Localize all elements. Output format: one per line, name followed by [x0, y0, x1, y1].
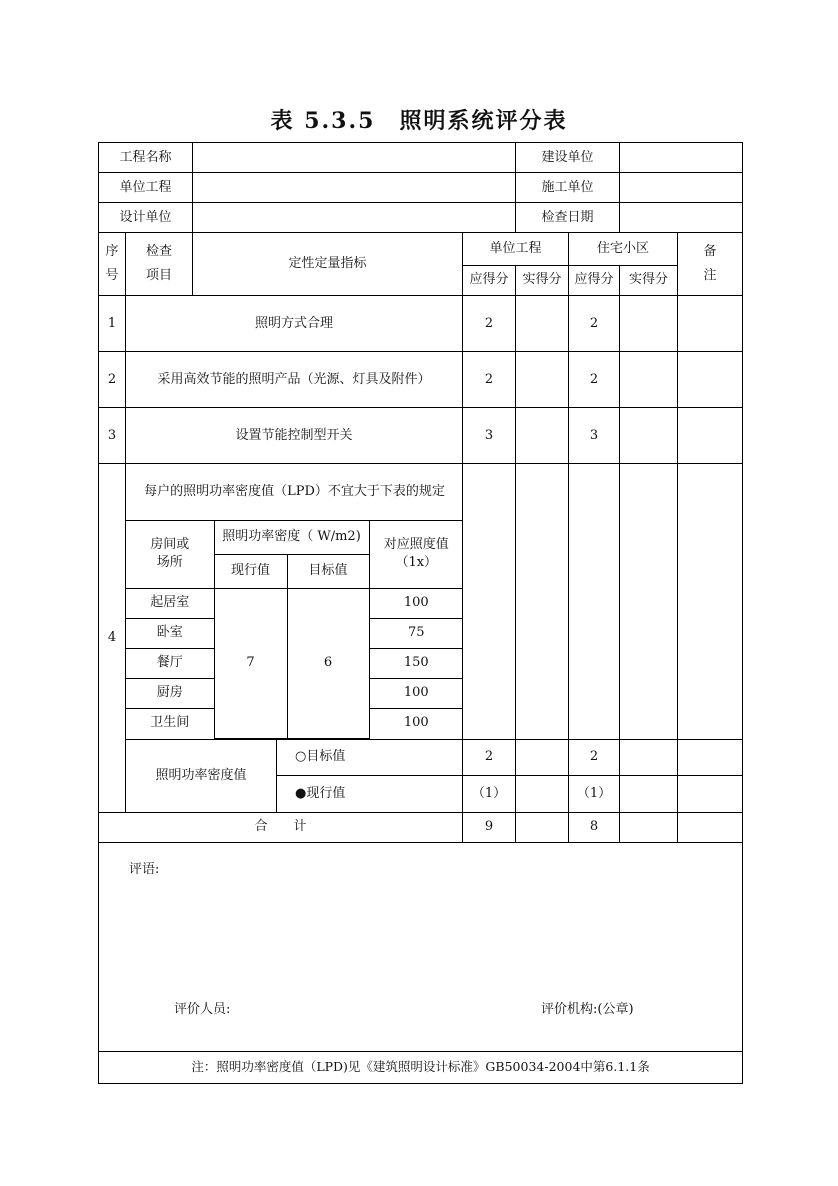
res-should-header: 应得分: [569, 265, 620, 295]
row-seq: 3: [99, 408, 126, 464]
design-unit-value[interactable]: [193, 203, 516, 233]
build-unit-value[interactable]: [620, 143, 743, 173]
total-row: [99, 812, 743, 842]
row-seq: 2: [99, 352, 126, 408]
res-actual-header: 实得分: [620, 265, 678, 295]
lpd-score-cell: [126, 739, 463, 812]
row-res-actual[interactable]: [620, 296, 678, 352]
target-res-should: 2: [569, 739, 620, 776]
current-value: 7: [214, 588, 287, 738]
current-option[interactable]: ●现行值: [277, 776, 463, 812]
target-unit-actual[interactable]: [516, 739, 569, 776]
lpd-remark[interactable]: [678, 464, 743, 740]
room-name: 厨房: [126, 678, 214, 708]
target-res-actual[interactable]: [620, 739, 678, 776]
item-indicator-header: [126, 233, 463, 296]
unit-actual-header: 实得分: [516, 265, 569, 295]
room-label: 房间或 场所: [126, 520, 214, 588]
lux-label: 对应照度值 （1x）: [369, 520, 463, 588]
comment-label: 评语:: [129, 861, 160, 877]
project-name-value[interactable]: [193, 143, 516, 173]
org-label: 评价机构:(公章): [541, 1001, 634, 1017]
lpd-heading: 每户的照明功率密度值（LPD）不宜大于下表的规定: [126, 464, 463, 520]
table-row: [99, 352, 743, 408]
lpd-unit-actual[interactable]: [516, 464, 569, 740]
current-label: 现行值: [214, 554, 287, 588]
note-row: [99, 1051, 743, 1083]
lpd-unit-should: [463, 464, 516, 740]
unit-should-header: 应得分: [463, 265, 516, 295]
row-unit-should: 2: [463, 296, 516, 352]
target-unit-should: 2: [463, 739, 516, 776]
row-seq: 1: [99, 296, 126, 352]
scoring-body: [98, 232, 743, 1084]
row-unit-should: 2: [463, 352, 516, 408]
total-unit-actual[interactable]: [516, 812, 569, 842]
room-lux: 100: [369, 678, 463, 708]
lpd-standard-cell: [126, 464, 463, 740]
total-unit-should: 9: [463, 812, 516, 842]
project-name-label: 工程名称: [99, 143, 193, 173]
total-label: 合 计: [99, 812, 463, 842]
row-res-should: 2: [569, 352, 620, 408]
room-name: 餐厅: [126, 648, 214, 678]
indicator-header: 定性定量指标: [288, 256, 367, 272]
lpd-target-row: [99, 739, 743, 776]
row-unit-actual[interactable]: [516, 296, 569, 352]
current-res-should: （1）: [569, 776, 620, 813]
target-remark[interactable]: [678, 739, 743, 776]
inspection-date-value[interactable]: [620, 203, 743, 233]
build-unit-label: 建设单位: [516, 143, 620, 173]
row-item: 采用高效节能的照明产品（光源、灯具及附件）: [126, 352, 463, 408]
room-lux: 100: [369, 588, 463, 618]
row-unit-should: 3: [463, 408, 516, 464]
row-unit-actual[interactable]: [516, 352, 569, 408]
current-unit-actual[interactable]: [516, 776, 569, 813]
row-seq: 4: [99, 464, 126, 813]
row-item: 照明方式合理: [126, 296, 463, 352]
lpd-res-should: [569, 464, 620, 740]
residential-header: 住宅小区: [569, 233, 678, 266]
item-header: 检查 项目: [126, 233, 193, 295]
lpd-res-actual[interactable]: [620, 464, 678, 740]
construction-unit-value[interactable]: [620, 173, 743, 203]
row-remark[interactable]: [678, 296, 743, 352]
room-lux: 150: [369, 648, 463, 678]
unit-project-header: 单位工程: [463, 233, 569, 266]
current-unit-should: （1）: [463, 776, 516, 813]
inspection-date-label: 检查日期: [516, 203, 620, 233]
construction-unit-label: 施工单位: [516, 173, 620, 203]
row-item: 设置节能控制型开关: [126, 408, 463, 464]
remark-header: 备 注: [678, 233, 743, 296]
info-row-1: [99, 143, 743, 173]
room-lux: 100: [369, 708, 463, 738]
remark-row: [99, 842, 743, 1051]
row-res-actual[interactable]: [620, 352, 678, 408]
row-remark[interactable]: [678, 352, 743, 408]
reviewer-label: 评价人员:: [174, 1001, 231, 1017]
target-option[interactable]: ○目标值: [277, 740, 463, 776]
row-unit-actual[interactable]: [516, 408, 569, 464]
unit-project-label: 单位工程: [99, 173, 193, 203]
lpd-row: [99, 464, 743, 740]
unit-project-value[interactable]: [193, 173, 516, 203]
scoring-table: [98, 142, 743, 233]
page-title: 表 5.3.5 照明系统评分表: [270, 108, 568, 134]
lpd-score-label: 照明功率密度值: [126, 740, 277, 812]
row-remark[interactable]: [678, 408, 743, 464]
current-remark[interactable]: [678, 776, 743, 813]
target-value: 6: [287, 588, 369, 738]
target-label: 目标值: [287, 554, 369, 588]
table-row: [99, 408, 743, 464]
header-row-1: [99, 233, 743, 266]
total-res-actual[interactable]: [620, 812, 678, 842]
room-name: 起居室: [126, 588, 214, 618]
row-res-should: 3: [569, 408, 620, 464]
room-name: 卧室: [126, 618, 214, 648]
footnote: 注：照明功率密度值（LPD)见《建筑照明设计标准》GB50034-2004中第6.1.1条: [99, 1051, 743, 1083]
room-lux: 75: [369, 618, 463, 648]
total-res-should: 8: [569, 812, 620, 842]
remark-cell[interactable]: [99, 842, 743, 1051]
table-row: [99, 296, 743, 352]
row-res-actual[interactable]: [620, 408, 678, 464]
seq-header: 序 号: [99, 233, 126, 296]
row-res-should: 2: [569, 296, 620, 352]
info-row-2: [99, 173, 743, 203]
current-res-actual[interactable]: [620, 776, 678, 813]
total-remark[interactable]: [678, 812, 743, 842]
design-unit-label: 设计单位: [99, 203, 193, 233]
room-name: 卫生间: [126, 708, 214, 738]
info-row-3: [99, 203, 743, 233]
density-label: 照明功率密度（ W/m2): [214, 520, 369, 554]
